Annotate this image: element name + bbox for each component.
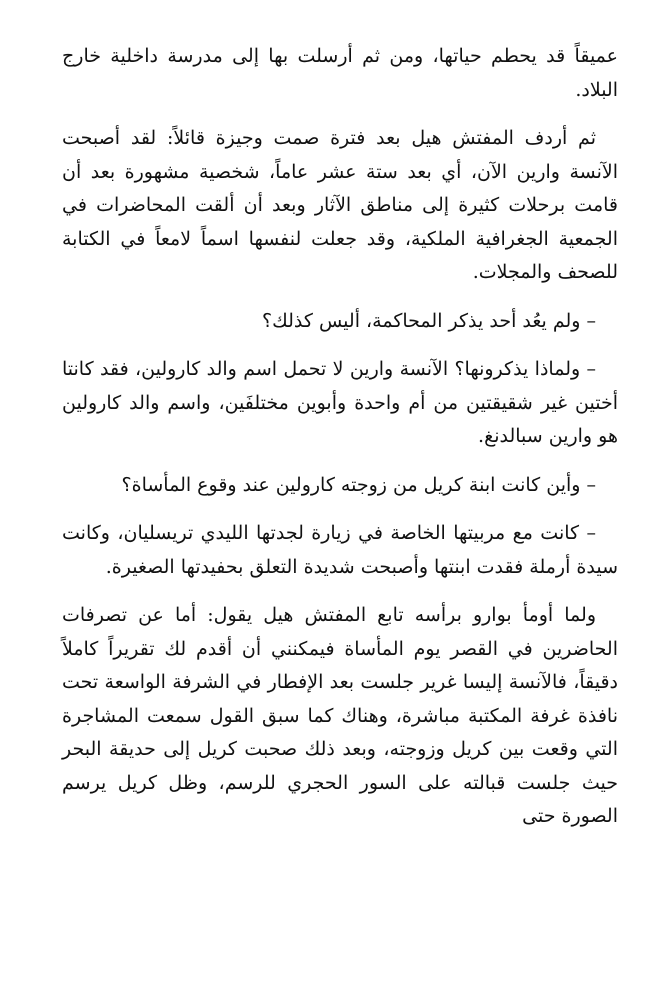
paragraph-1: عميقاً قد يحطم حياتها، ومن ثم أرسلت بها إلى مدرسة داخلية خارج البلاد.	[62, 45, 618, 101]
paragraph-6: – كانت مع مربيتها الخاصة في زيارة لجدتها الليدي تريسليان، وكانت سيدة أرملة فقدت ابنتها وأصبحت شديدة التعلق بحفيدتها الصغيرة.	[62, 522, 618, 578]
paragraph-7: ولما أومأ بوارو برأسه تابع المفتش هيل يقول: أما عن تصرفات الحاضرين في القصر يوم المأساة فيمكنني أن أقدم لك تقريراً كاملاً دقيقاً، فالآنسة إليسا غرير جلست بعد الإفطار في الشرفة الواسعة تحت نافذة غرفة المكتبة مباشرة، وهناك كما سبق القول سمعت المشاجرة التي وقعت بين كريل وزوجته، وبعد ذلك صحبت كريل إلى حديقة البحر حيث جلست قبالته على السور الحجري للرسم، وظل كريل يرسم الصورة حتى	[62, 604, 618, 827]
page-text	[62, 40, 618, 849]
paragraph-2: ثم أردف المفتش هيل بعد فترة صمت وجيزة قائلاً: لقد أصبحت الآنسة وارين الآن، أي بعد ستة عشر عاماً، شخصية مشهورة بعد أن قامت برحلات كثيرة إلى مناطق الآثار وبعد أن ألقت المحاضرات في الجمعية الجغرافية الملكية، وقد جعلت لنفسها اسماً لامعاً في الكتابة للصحف والمجلات.	[62, 127, 618, 283]
paragraph-5: – وأين كانت ابنة كريل من زوجته كارولين عند وقوع المأساة؟	[121, 473, 596, 496]
paragraph-4: – ولماذا يذكرونها؟ الآنسة وارين لا تحمل اسم والد كارولين، فقد كانتا أختين غير شقيقتين من أم واحدة وأبوين مختلفَين، واسم والد كارولين هو وارين سبالدنغ.	[62, 358, 618, 447]
paragraph-3: – ولم يعُد أحد يذكر المحاكمة، أليس كذلك؟	[262, 309, 596, 332]
